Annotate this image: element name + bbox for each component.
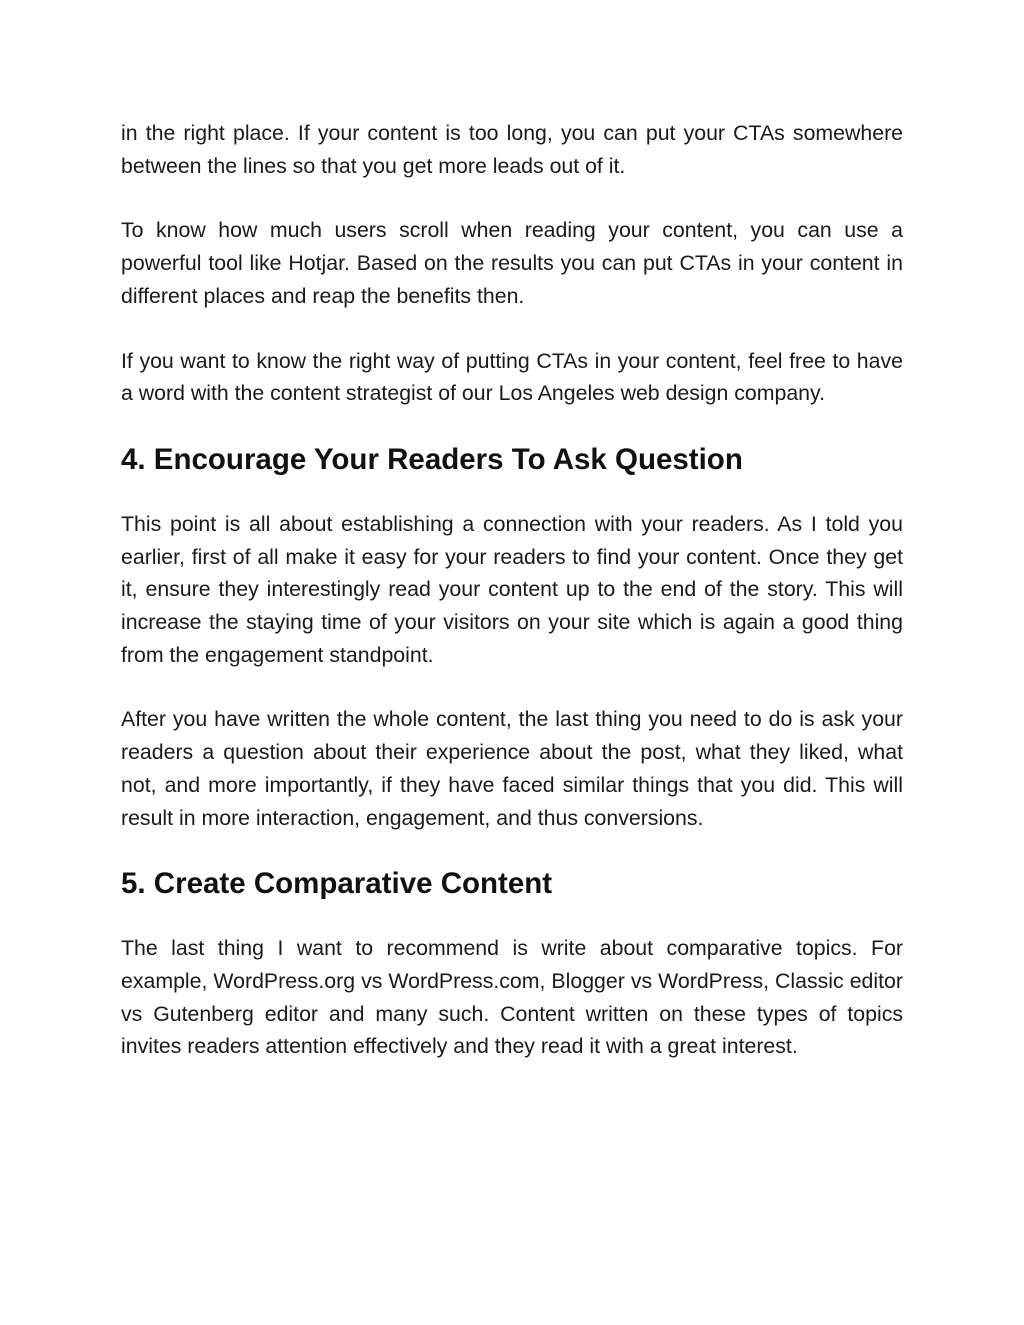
paragraph-connection: This point is all about establishing a connection with your readers. As I told you earlier, first of all make it easy for your readers to find your content. Once they get it, ensure they interestingly read your content up to the end of the story. This will increase the staying time of your visitors on your site which is again a good thing from the engagement standpoint.	[121, 511, 903, 667]
paragraph-hotjar: To know how much users scroll when reading your content, you can use a powerful tool like Hotjar. Based on the results you can put CTAs in your content in different places and reap the benefits then.	[121, 218, 903, 308]
paragraph-ctas-placement: in the right place. If your content is too long, you can put your CTAs somewhere between the lines so that you get more leads out of it.	[121, 121, 903, 178]
paragraph-ask-question: After you have written the whole content, the last thing you need to do is ask your readers a question about their experience about the post, what they liked, what not, and more importantly, if they have faced similar things that you did. This will result in more interaction, engagement, and thus conversions.	[121, 707, 903, 830]
document-page	[121, 117, 903, 1095]
heading-encourage-questions: 4. Encourage Your Readers To Ask Question	[121, 442, 743, 476]
paragraph-comparative-topics: The last thing I want to recommend is write about comparative topics. For example, WordPress.org vs WordPress.com, Blogger vs WordPress, Classic editor vs Gutenberg editor and many such. Content written on these types of topics invites readers attention effectively and they read it with a great interest.	[121, 936, 903, 1059]
paragraph-content-strategist: If you want to know the right way of putting CTAs in your content, feel free to have a word with the content strategist of our Los Angeles web design company.	[121, 348, 903, 406]
heading-comparative-content: 5. Create Comparative Content	[121, 867, 553, 901]
